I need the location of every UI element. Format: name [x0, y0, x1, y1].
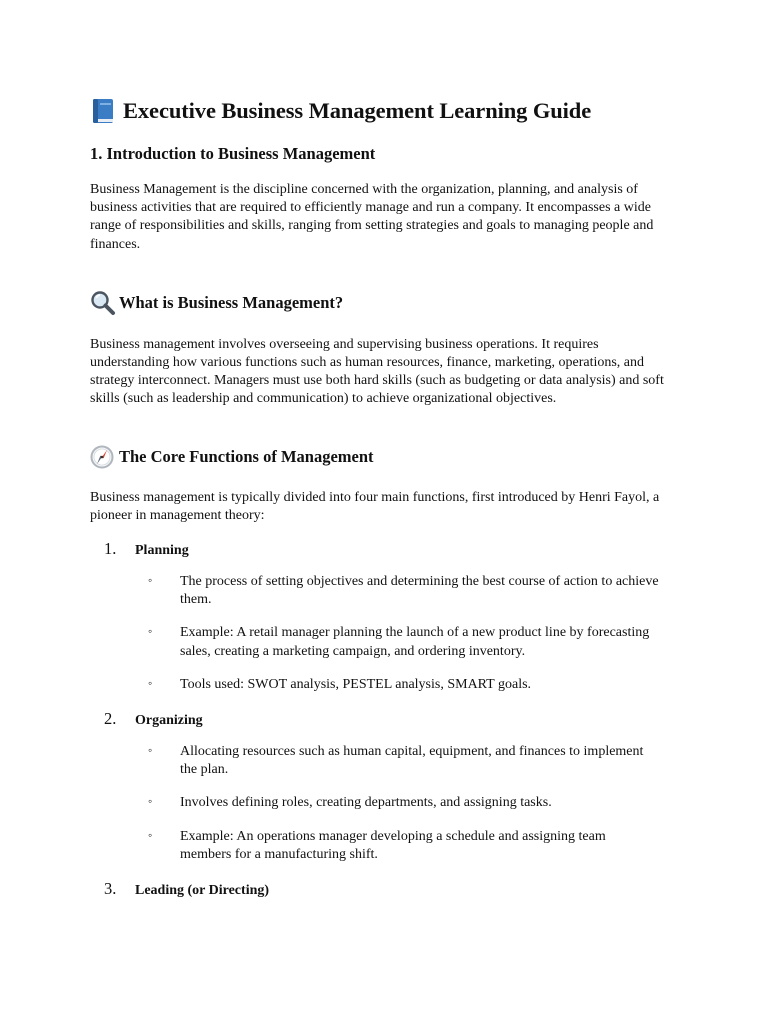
list-item: ◦ Tools used: SWOT analysis, PESTEL analysis, SMART goals.	[148, 675, 532, 692]
magnifying-glass-icon	[90, 290, 116, 316]
function-number: 2.	[104, 709, 117, 729]
list-item: ◦ Example: An operations manager developing a schedule and assigning team members for a manufacturing shift.	[148, 827, 606, 862]
list-item: ◦ Allocating resources such as human capital, equipment, and finances to implement the plan.	[148, 743, 644, 778]
function-details	[90, 743, 680, 864]
section-heading-core-functions	[90, 445, 680, 469]
what-heading-text: What is Business Management?	[119, 292, 344, 312]
function-title: Organizing	[135, 713, 203, 729]
function-title: Planning	[135, 543, 189, 559]
function-item-leading	[90, 879, 680, 907]
compass-icon	[90, 445, 114, 469]
function-number: 3.	[104, 879, 117, 899]
bullet-glyph: ◦	[148, 743, 153, 758]
section-heading-what-is	[90, 290, 680, 316]
list-item: ◦ Involves defining roles, creating departments, and assigning tasks.	[148, 794, 552, 811]
bullet-glyph: ◦	[148, 624, 153, 639]
function-details	[90, 573, 680, 694]
function-title: Leading (or Directing)	[135, 883, 270, 899]
section-heading-introduction: 1. Introduction to Business Management	[90, 144, 376, 163]
bullet-glyph: ◦	[148, 675, 153, 690]
core-heading-text: The Core Functions of Management	[119, 446, 374, 466]
list-item: ◦ The process of setting objectives and determining the best course of action to achieve them.	[148, 573, 659, 608]
introduction-paragraph: Business Management is the discipline concerned with the organization, planning, and analysis of business activities that are required to efficiently manage and run a company. It encompasses a wide range of responsibilities and skills, ranging from setting strategies and goals to managing people and finances.	[90, 182, 654, 252]
book-icon	[90, 97, 116, 125]
bullet-glyph: ◦	[148, 827, 153, 842]
bullet-glyph: ◦	[148, 794, 153, 809]
list-item: ◦ Example: A retail manager planning the launch of a new product line by forecasting sales, creating a marketing campaign, and ordering inventory.	[148, 624, 650, 659]
document-title-text: Executive Business Management Learning Guide	[123, 98, 592, 123]
function-item-planning	[90, 539, 680, 694]
function-number: 1.	[104, 539, 117, 559]
bullet-glyph: ◦	[148, 573, 153, 588]
what-paragraph: Business management involves overseeing and supervising business operations. It requires understanding how various functions such as human resources, finance, marketing, operations, and strategy interconnect. Managers must use both hard skills (such as budgeting or data analysis) and soft skills (such as leadership and communication) to achieve organizational objectives.	[90, 336, 664, 407]
function-item-organizing	[90, 709, 680, 864]
core-paragraph: Business management is typically divided into four main functions, first introduced by Henri Fayol, a pioneer in management theory:	[90, 489, 660, 523]
document-title	[90, 95, 680, 127]
functions-list	[90, 539, 680, 907]
